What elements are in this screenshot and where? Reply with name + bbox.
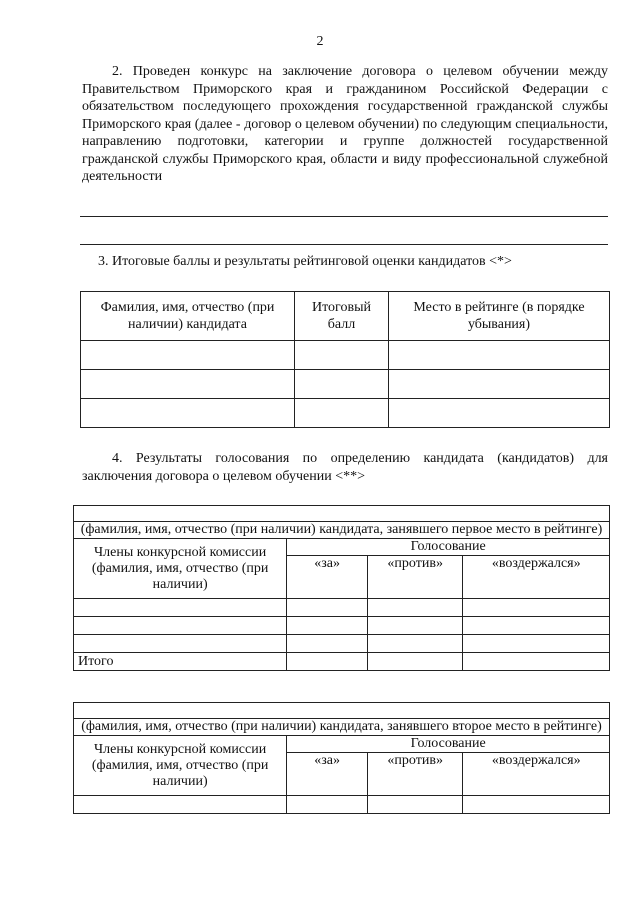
rating-table bbox=[80, 291, 610, 428]
vote-against-header: «против» bbox=[367, 556, 462, 599]
table-row bbox=[74, 635, 610, 653]
table-row bbox=[74, 522, 610, 539]
table-cell bbox=[463, 796, 610, 814]
members-header: Члены конкурсной комиссии (фамилия, имя, отчество (при наличии) bbox=[74, 736, 287, 796]
candidate-caption: (фамилия, имя, отчество (при наличии) кандидата, занявшего первое место в рейтинге) bbox=[74, 522, 610, 539]
table-cell bbox=[74, 617, 287, 635]
rating-table-header bbox=[81, 292, 610, 341]
table-cell bbox=[389, 341, 610, 370]
section-3-heading: 3. Итоговые баллы и результаты рейтинговой оценки кандидатов <*> bbox=[98, 254, 512, 269]
section-2-text: 2. Проведен конкурс на заключение договора о целевом обучении между Правительством Приморского края и гражданином Российской Федерации с обязательством последующего прохождения государственной гражданской службы Приморского края (далее - договор о целевом обучении) по следующим специальности, направлению подготовки, категории и группе должностей государственной гражданской службы Приморского края, области и виду профессиональной служебной деятельности bbox=[82, 64, 608, 184]
vote-abstain-header: «воздержался» bbox=[463, 753, 610, 796]
table-cell bbox=[463, 617, 610, 635]
table-cell bbox=[463, 599, 610, 617]
table-row bbox=[81, 370, 610, 399]
table-cell bbox=[81, 370, 295, 399]
col-rating-place: Место в рейтинге (в порядке убывания) bbox=[389, 292, 610, 341]
section-4-paragraph bbox=[82, 450, 608, 485]
col-candidate-name: Фамилия, имя, отчество (при наличии) кандидата bbox=[81, 292, 295, 341]
table-cell bbox=[295, 341, 389, 370]
table-row bbox=[74, 703, 610, 719]
table-cell bbox=[389, 399, 610, 428]
members-header: Члены конкурсной комиссии (фамилия, имя, отчество (при наличии) bbox=[74, 539, 287, 599]
blank-name-cell bbox=[74, 703, 610, 719]
table-row bbox=[74, 796, 610, 814]
page-number: 2 bbox=[316, 34, 324, 49]
table-cell bbox=[295, 399, 389, 428]
table-cell bbox=[74, 635, 287, 653]
table-cell bbox=[367, 635, 462, 653]
voting-header: Голосование bbox=[287, 736, 610, 753]
voting-header: Голосование bbox=[287, 539, 610, 556]
table-cell bbox=[367, 617, 462, 635]
table-cell bbox=[367, 653, 462, 671]
section-4-text: 4. Результаты голосования по определению кандидата (кандидатов) для заключения договора о целевом обучении <**> bbox=[82, 451, 608, 484]
table-cell bbox=[367, 796, 462, 814]
table-cell bbox=[74, 599, 287, 617]
blank-name-cell bbox=[74, 506, 610, 522]
table-cell bbox=[74, 796, 287, 814]
table-row bbox=[74, 736, 610, 753]
table-row bbox=[74, 719, 610, 736]
vote-abstain-header: «воздержался» bbox=[463, 556, 610, 599]
table-row bbox=[74, 617, 610, 635]
table-cell bbox=[287, 796, 368, 814]
table-cell bbox=[287, 653, 368, 671]
blank-fill-line-1 bbox=[80, 216, 608, 217]
blank-fill-line-2 bbox=[80, 244, 608, 245]
total-label: Итого bbox=[74, 653, 287, 671]
table-cell bbox=[81, 341, 295, 370]
table-cell bbox=[287, 599, 368, 617]
table-cell bbox=[81, 399, 295, 428]
table-cell bbox=[287, 617, 368, 635]
table-row bbox=[81, 341, 610, 370]
vote-for-header: «за» bbox=[287, 753, 368, 796]
vote-against-header: «против» bbox=[367, 753, 462, 796]
vote-for-header: «за» bbox=[287, 556, 368, 599]
table-cell bbox=[463, 653, 610, 671]
table-row bbox=[74, 539, 610, 556]
candidate-caption: (фамилия, имя, отчество (при наличии) кандидата, занявшего второе место в рейтинге) bbox=[74, 719, 610, 736]
table-cell bbox=[295, 370, 389, 399]
table-cell bbox=[389, 370, 610, 399]
table-row bbox=[74, 506, 610, 522]
section-2-paragraph bbox=[82, 63, 608, 186]
table-cell bbox=[463, 635, 610, 653]
table-row bbox=[74, 599, 610, 617]
vote-table-second-place bbox=[73, 702, 610, 814]
table-row bbox=[81, 399, 610, 428]
table-row-total bbox=[74, 653, 610, 671]
table-cell bbox=[287, 635, 368, 653]
vote-table-first-place bbox=[73, 505, 610, 671]
table-cell bbox=[367, 599, 462, 617]
col-final-score: Итоговый балл bbox=[295, 292, 389, 341]
